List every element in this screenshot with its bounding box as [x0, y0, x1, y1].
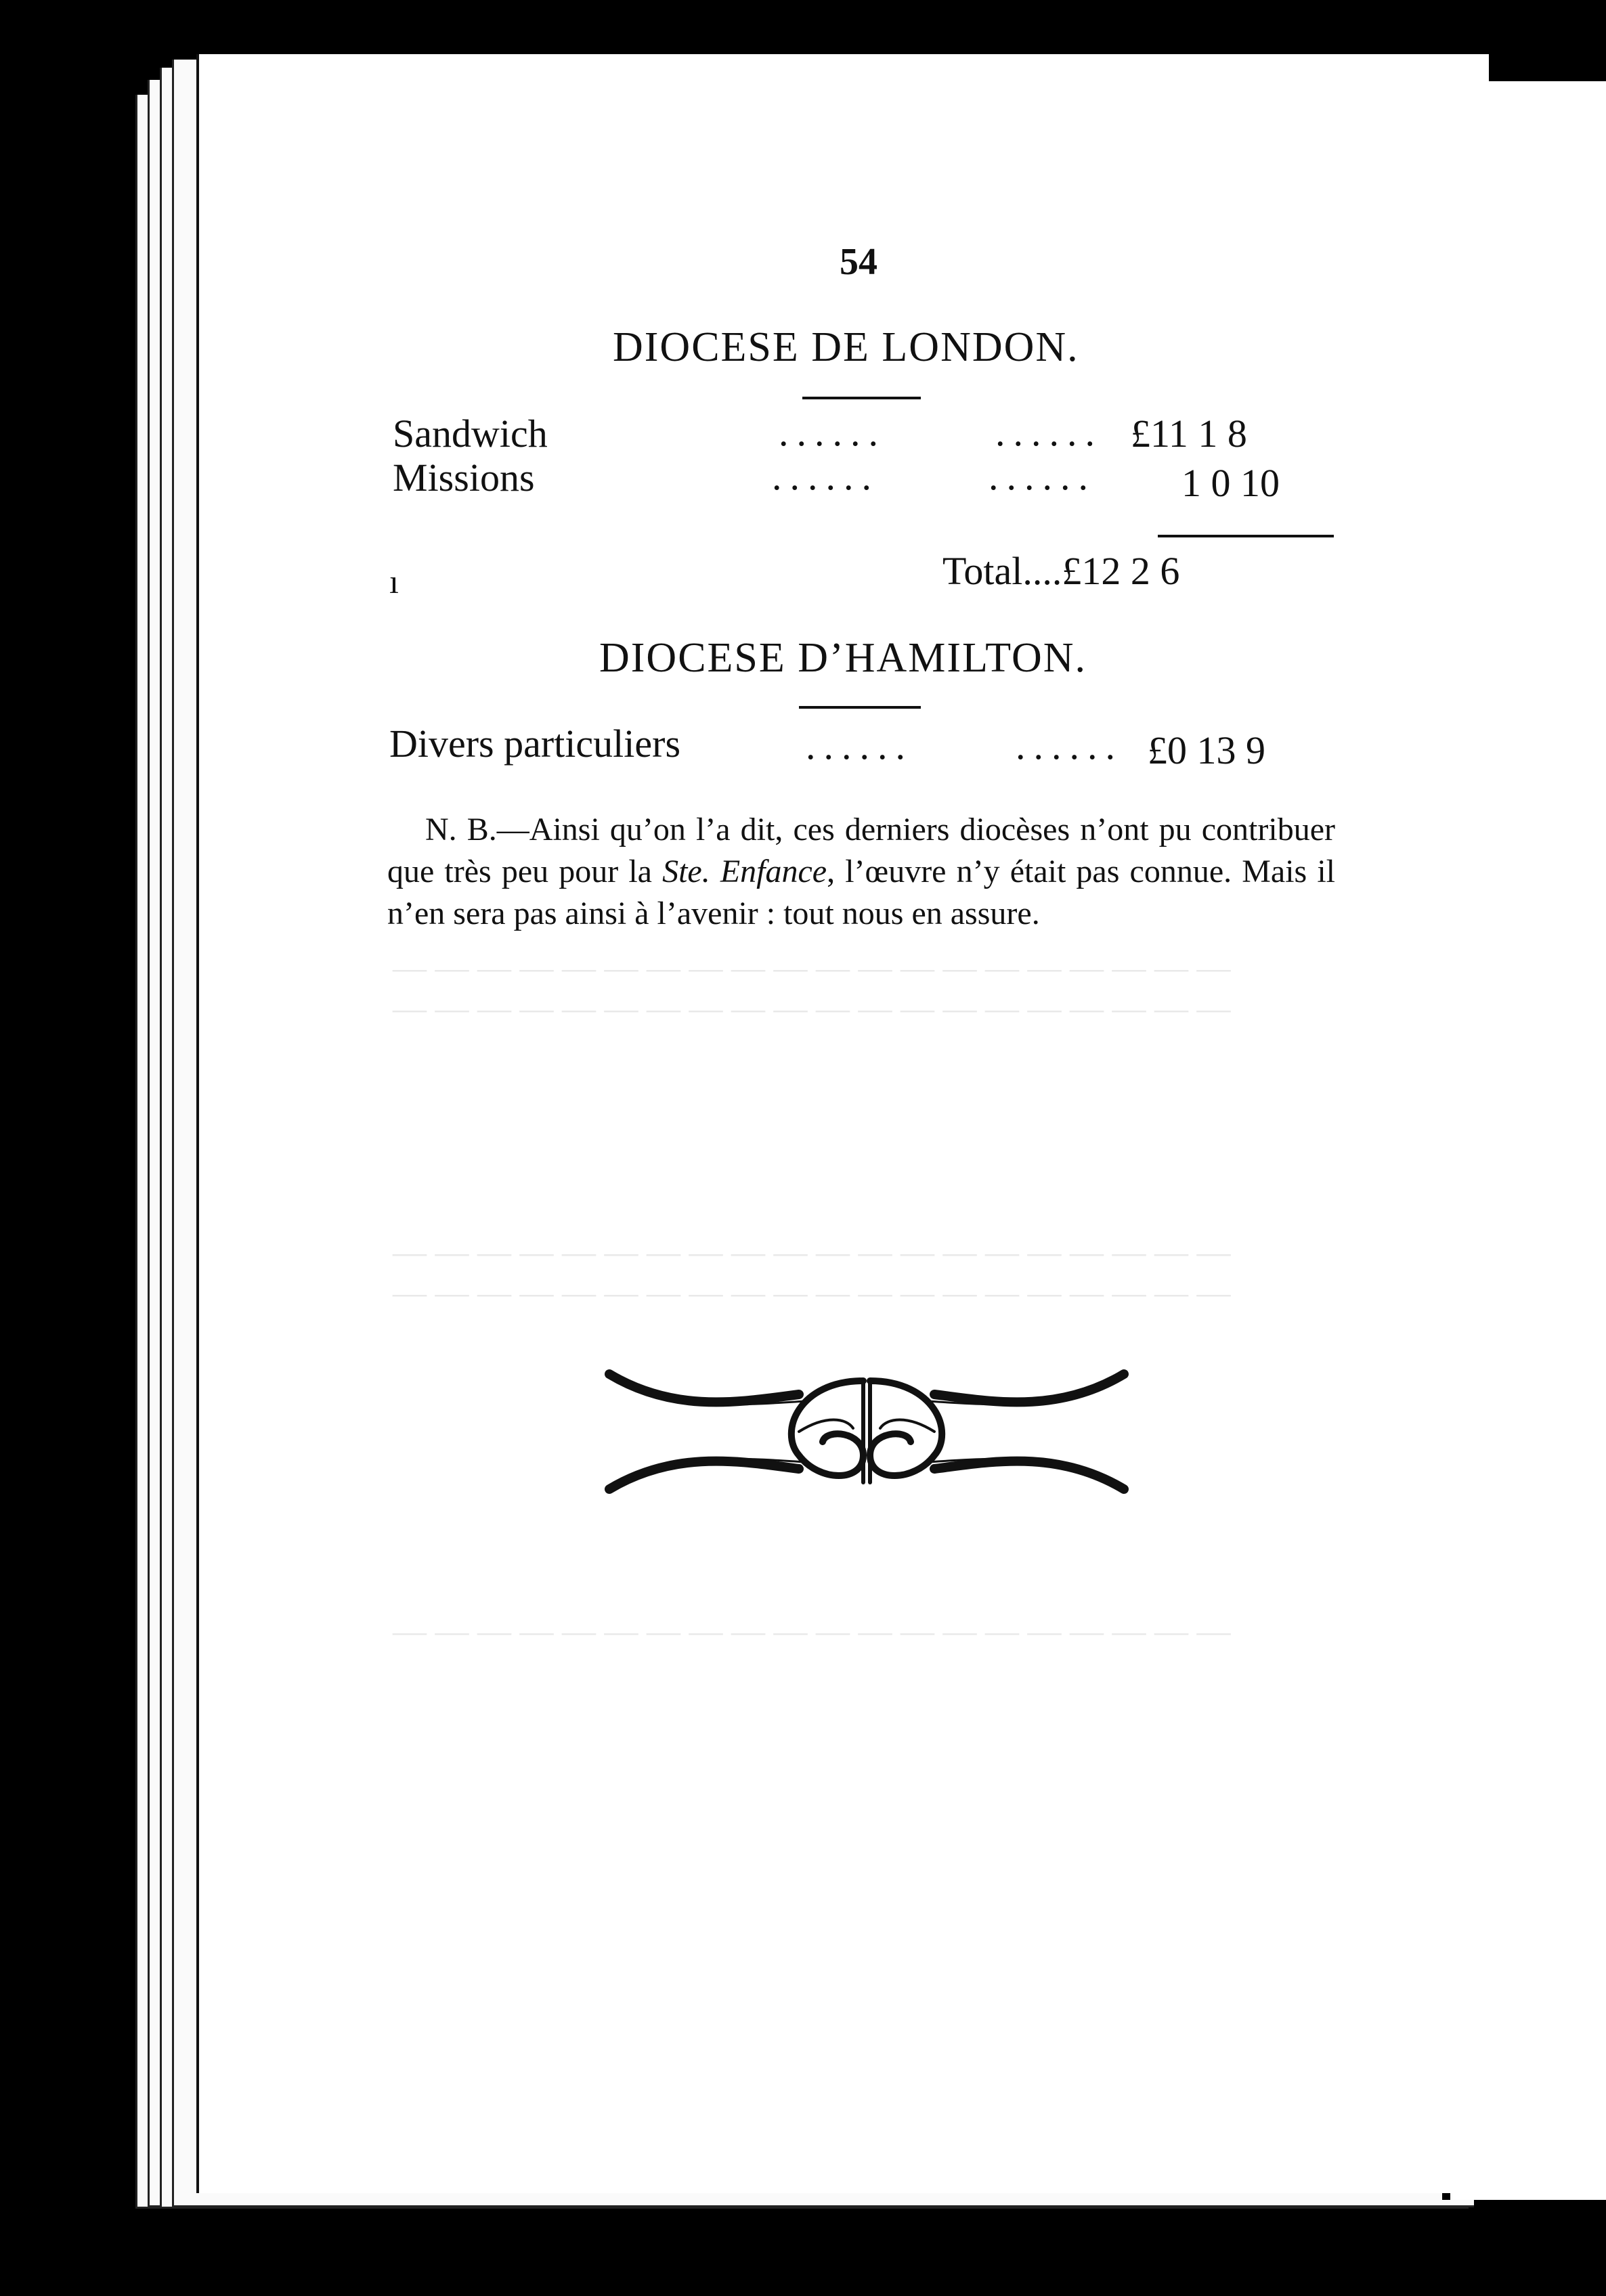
hamilton-row-label: Divers particuliers — [389, 722, 681, 766]
sum-rule — [1158, 535, 1334, 537]
leader-dots: ...... — [806, 724, 913, 768]
london-row-label: Sandwich — [393, 412, 548, 456]
london-row-label: Missions — [393, 456, 535, 500]
leader-dots: ...... — [1016, 724, 1123, 768]
note-italic-text: Ste. Enfance — [662, 854, 827, 889]
note-paragraph — [387, 809, 1335, 935]
note-text: , l’œuvre n’y était pas connue. Mais il n’en sera pas ainsi à l’avenir : tout nous en assure. — [387, 854, 1336, 931]
show-through: — — — — — — — — — — — — — — — — — — — — — [393, 989, 1231, 1027]
leader-dots: ...... — [995, 410, 1103, 454]
show-through: — — — — — — — — — — — — — — — — — — — — — [393, 1612, 1231, 1650]
heading-rule — [799, 706, 921, 709]
hamilton-row-amount: £0 13 9 — [1148, 728, 1265, 772]
leader-dots: ...... — [772, 454, 880, 498]
page-number: 54 — [840, 241, 877, 283]
show-through: — — — — — — — — — — — — — — — — — — — — — [393, 1233, 1231, 1271]
show-through: — — — — — — — — — — — — — — — — — — — — — [393, 948, 1231, 986]
note-text: N. B.—Ainsi qu’on l’a dit, ces derniers diocèses n’ont pu contribuer que très peu pour la — [387, 812, 1335, 889]
london-row-amount: 1 0 10 — [1181, 461, 1280, 505]
show-through: — — — — — — — — — — — — — — — — — — — — — [393, 1273, 1231, 1311]
leader-dots: ...... — [989, 454, 1096, 498]
book-page — [196, 54, 1489, 2193]
heading-rule — [802, 397, 921, 399]
london-row-amount: £11 1 8 — [1131, 412, 1247, 456]
london-total: Total....£12 2 6 — [942, 549, 1180, 593]
leader-dots: ...... — [779, 410, 886, 454]
london-heading: DIOCESE DE LONDON. — [613, 324, 1079, 370]
hamilton-heading: DIOCESE D’HAMILTON. — [599, 635, 1087, 681]
stray-mark: ı — [389, 562, 399, 600]
decorative-flourish — [596, 1354, 1137, 1509]
